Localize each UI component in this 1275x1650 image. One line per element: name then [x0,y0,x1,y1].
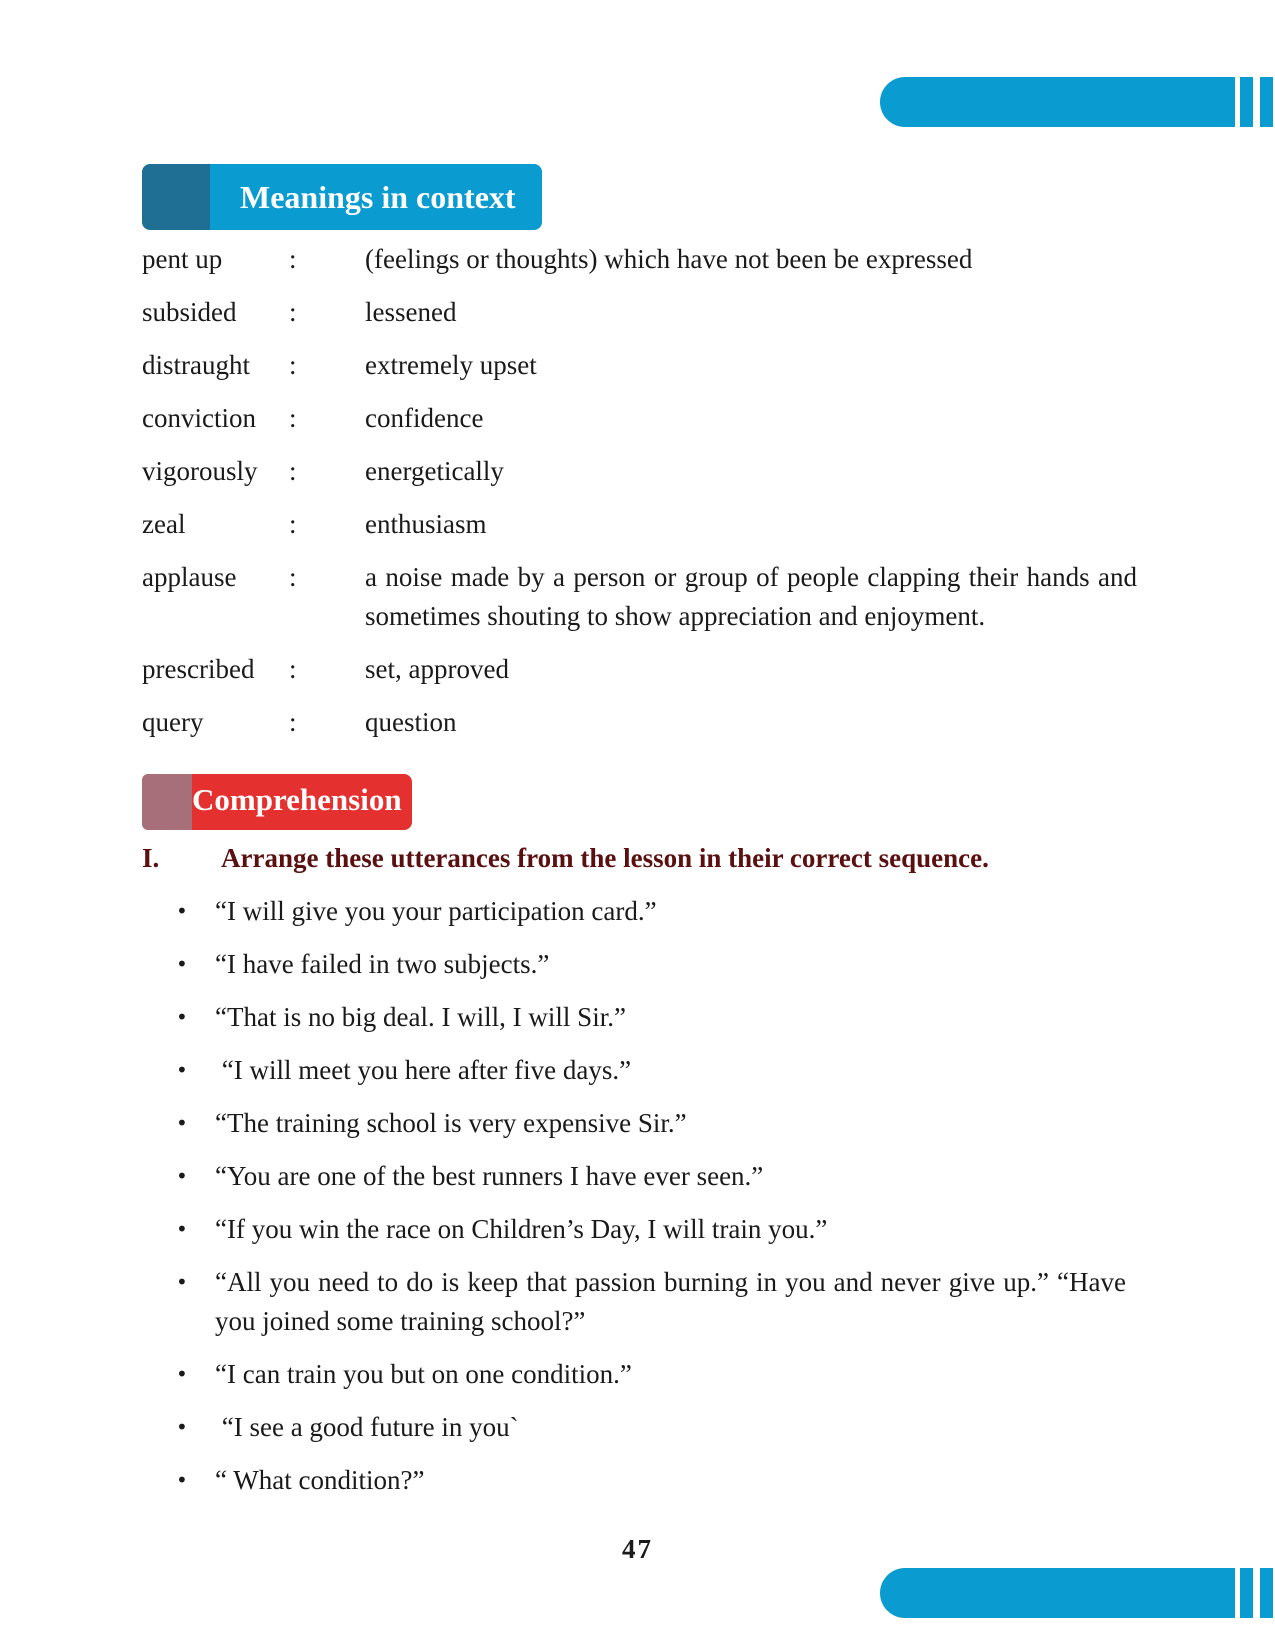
list-item [176,1104,1126,1143]
glossary-meaning: extremely upset [365,350,537,380]
glossary-separator: : [289,350,297,380]
glossary-entry [142,346,1137,385]
bullet-icon: • [176,1058,188,1082]
comprehension-banner [142,774,412,830]
bullet-icon: • [176,1415,188,1439]
utterance-text: “I can train you but on one condition.” [215,1359,632,1389]
glossary-entry [142,505,1137,544]
glossary-entry [142,558,1137,636]
top-bar-stripe [1220,77,1233,127]
glossary-term: prescribed [142,654,255,684]
bottom-decorative-bar [880,1568,1275,1618]
bullet-icon: • [176,899,188,923]
bullet-icon: • [176,952,188,976]
glossary-meaning: enthusiasm [365,509,487,539]
bullet-icon: • [176,1362,188,1386]
list-item [176,945,1126,984]
top-bar-stripe [1260,77,1273,127]
meanings-in-context-banner [142,164,542,230]
glossary-meaning: a noise made by a person or group of people clapping their hands and sometimes shouting to show appreciation and enjoyment. [365,562,1137,631]
glossary-separator: : [289,509,297,539]
glossary-meaning: confidence [365,403,484,433]
glossary-entry [142,240,1137,279]
glossary-meaning: question [365,707,457,737]
glossary-separator: : [289,654,297,684]
glossary-entry [142,452,1137,491]
bullet-icon: • [176,1164,188,1188]
utterance-text: “The training school is very expensive Sir.” [215,1108,687,1138]
glossary-term: vigorously [142,456,258,486]
glossary-term: query [142,707,204,737]
glossary-entry [142,293,1137,332]
glossary-entry [142,703,1137,742]
glossary-term: conviction [142,403,256,433]
bottom-bar-stripe [1260,1568,1273,1618]
list-item [176,998,1126,1037]
bullet-icon: • [176,1270,188,1294]
bottom-bar-stripe [1220,1568,1233,1618]
bottom-bar-stripe [1240,1568,1253,1618]
list-item [176,1461,1126,1500]
glossary-separator: : [289,244,297,274]
utterance-text: “I have failed in two subjects.” [215,949,550,979]
list-item [176,1263,1126,1341]
glossary-meaning: set, approved [365,654,509,684]
utterance-text: “I will give you your participation card.” [215,896,657,926]
banner-tab [142,164,210,230]
list-item [176,1408,1126,1447]
list-item [176,892,1126,931]
glossary-term: subsided [142,297,237,327]
glossary-term: applause [142,562,237,592]
glossary-separator: : [289,403,297,433]
question-text: Arrange these utterances from the lesson in their correct sequence. [221,843,989,873]
glossary-list [142,240,1137,756]
glossary-term: distraught [142,350,250,380]
section-heading-comprehension: Comprehension [192,782,402,817]
glossary-separator: : [289,562,297,592]
banner-tab [142,774,192,830]
glossary-term: zeal [142,509,186,539]
bullet-icon: • [176,1005,188,1029]
glossary-separator: : [289,297,297,327]
glossary-entry [142,399,1137,438]
utterance-list [176,892,1126,1514]
question-number: I. [142,843,160,873]
top-decorative-bar [880,77,1275,127]
section-heading-meanings: Meanings in context [240,179,516,215]
bullet-icon: • [176,1468,188,1492]
utterance-text: “All you need to do is keep that passion burning in you and never give up.” “Have you joined some training school?” [215,1267,1126,1336]
glossary-separator: : [289,707,297,737]
utterance-text: “That is no big deal. I will, I will Sir.” [215,1002,626,1032]
glossary-separator: : [289,456,297,486]
utterance-text: “I see a good future in you` [215,1412,519,1442]
top-bar-pill [880,77,1235,127]
glossary-meaning: (feelings or thoughts) which have not been be expressed [365,244,973,274]
top-bar-stripe [1240,77,1253,127]
glossary-term: pent up [142,244,223,274]
utterance-text: “If you win the race on Children’s Day, I will train you.” [215,1214,828,1244]
bottom-bar-pill [880,1568,1235,1618]
glossary-entry [142,650,1137,689]
list-item [176,1355,1126,1394]
utterance-text: “ What condition?” [215,1465,425,1495]
utterance-text: “You are one of the best runners I have ever seen.” [215,1161,764,1191]
glossary-meaning: energetically [365,456,504,486]
glossary-meaning: lessened [365,297,457,327]
list-item [176,1210,1126,1249]
bullet-icon: • [176,1217,188,1241]
page-number: 47 [622,1534,653,1564]
list-item [176,1051,1126,1090]
bullet-icon: • [176,1111,188,1135]
utterance-text: “I will meet you here after five days.” [215,1055,632,1085]
list-item [176,1157,1126,1196]
